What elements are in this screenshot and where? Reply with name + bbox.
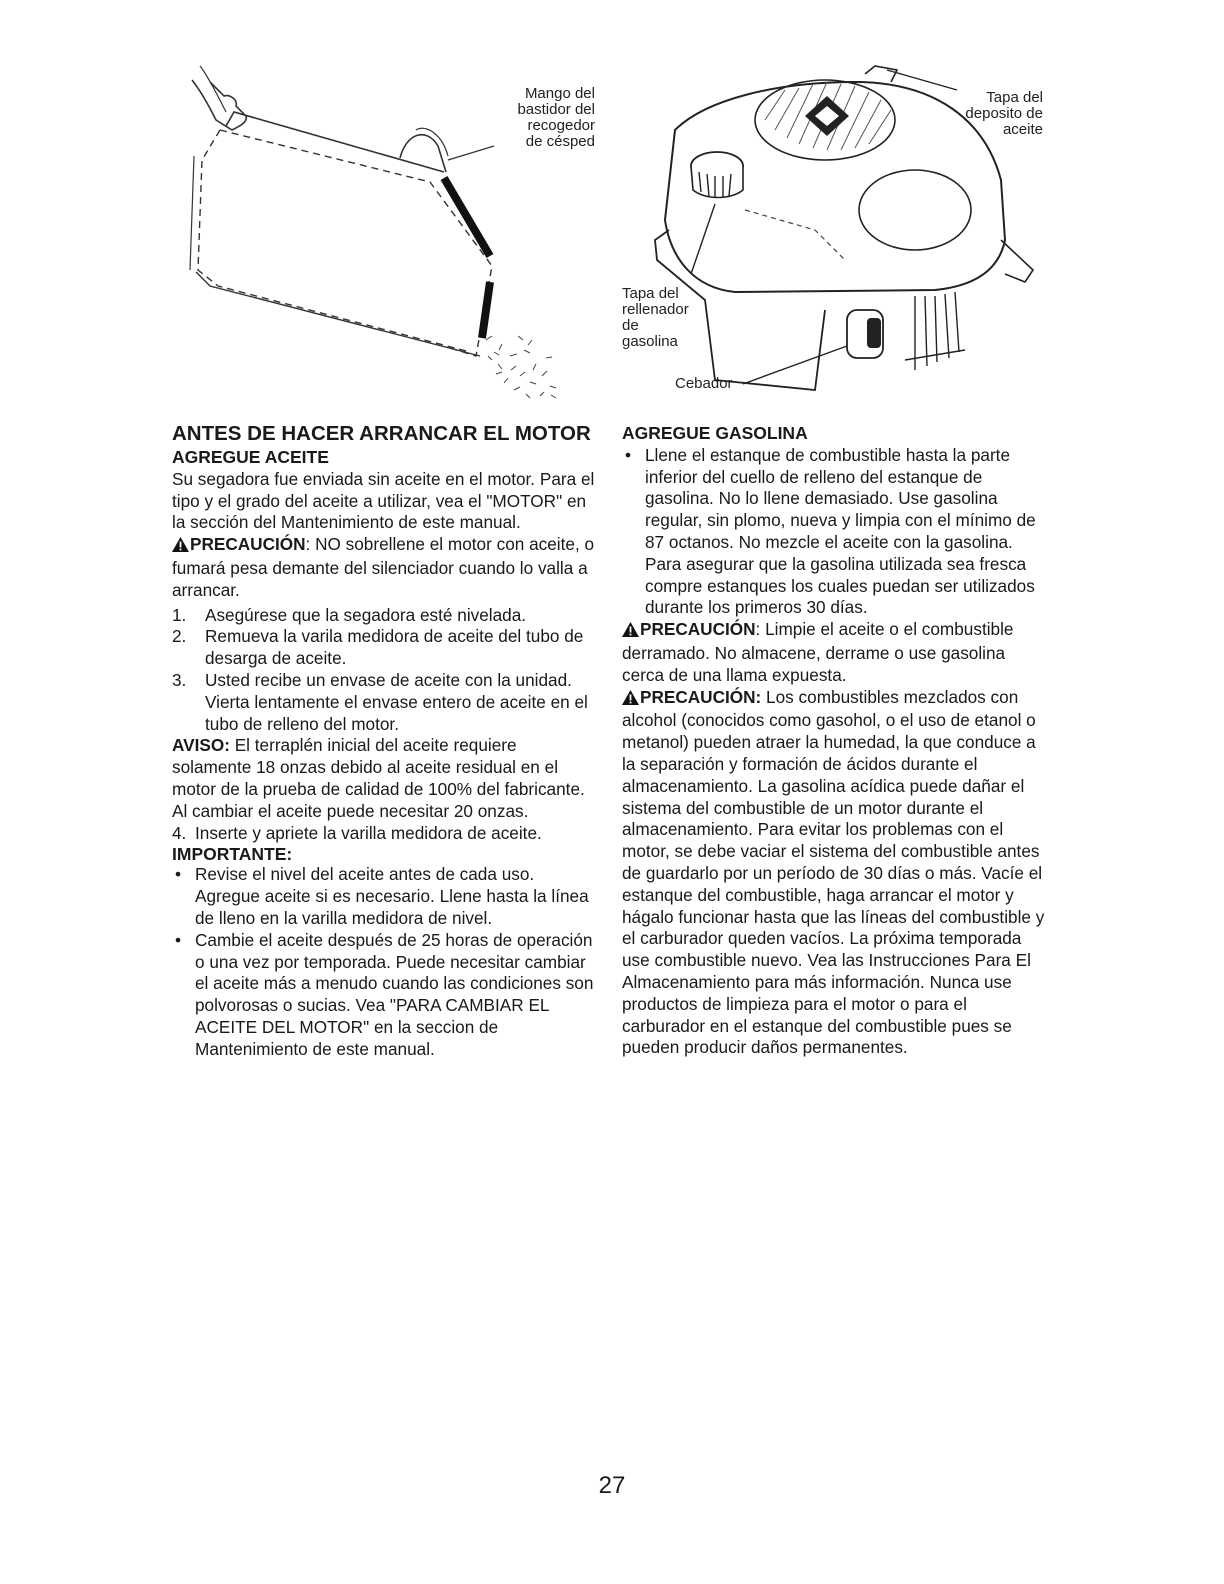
add-gas-heading: AGREGUE GASOLINA [622, 423, 808, 443]
list-item: 2. Remueva la varila medidora de aceite del tubo de desarga de aceite. [172, 626, 584, 669]
caution-label: PRECAUCIÓN: [640, 686, 762, 707]
caution-text: : NO sobrellene el motor con aceite, o fumará pesa demante del silenciador cuando lo valla a arrancar. [172, 534, 595, 600]
oil-intro: Su segadora fue enviada sin aceite en el motor. Para el tipo y el grado del aceite a utilizar, vea el "MOTOR" en la sección del Mantenimiento de este manual. [172, 468, 595, 533]
catcher-handle-callout: Mango del bastidor del recogedor de césped [517, 85, 595, 150]
primer-callout: Cebador [675, 375, 733, 392]
page-number: 27 [598, 1472, 626, 1499]
oil-steps [172, 605, 598, 736]
list-item: • Cambie el aceite después de 25 horas de operación o una vez por temporada. Puede necesitar cambiar el aceite más a menudo cuando las condiciones son polvorosas o sucias. Vea "PARA CAMBIAR EL ACEITE DEL MOTOR" en la seccion de Mantenimiento de este manual. [175, 929, 594, 1059]
notice-text: El terraplén inicial del aceite requiere solamente 18 onzas debido al aceite residual en el motor de la prueba de calidad de 100% del fabricante. Al cambiar el aceite puede necesitar 20 onzas. [172, 735, 585, 821]
gas-caution-1 [622, 619, 1046, 686]
caution-text: Los combustibles mezclados con alcohol (conocidos como gasohol, o el uso de etanol o metanol) pueden atraer la humedad, la que conduce a la separación y formación de ácidos durante el almacenamiento. La gasolina acídica puede dañar el sistema del combustible de un motor durante el almacenamiento. Para evitar los problemas con el motor, se debe vaciar el sistema del combustible antes de guardarlo por un período de 30 días o más. Vacíe el estanque del combustible, haga arrancar el motor y hágalo funcionar hasta que las líneas del combustible y el carburador queden vacíos. La próxima temporada use combustible nuevo. Vea las Instrucciones Para El Almacenamiento para más información. Nunca use productos de limpieza para el motor o para el carburador en el estanque del combustible pues se pueden producir daños permanentes. [622, 686, 1045, 1058]
important-heading: IMPORTANTE: [172, 844, 293, 865]
list-item: • Llene el estanque de combustible hasta la parte inferior del cuello de relleno del estanque de gasolina. No lo llene demasiado. Use gasolina regular, sin plomo, nueva y limpia con el mínimo de 87 octanos. No mezcle el aceite con la gasolina. Para asegurar que la gasolina utilizada sea fresca compre estanques los cuales puedan ser utilizados durante los primeros 30 días. [625, 444, 1036, 618]
warning-icon [622, 621, 639, 643]
notice-label: AVISO: [172, 735, 230, 756]
add-oil-heading: AGREGUE ACEITE [172, 447, 329, 467]
oil-notice [172, 735, 598, 822]
gas-caution-2 [622, 687, 1046, 1060]
fuel-cap-callout: Tapa del rellenador de gasolina [622, 285, 689, 350]
list-item: 1. Asegúrese que la segadora esté nivelada. [172, 604, 527, 625]
caution-label: PRECAUCIÓN [190, 534, 306, 555]
list-item: • Revise el nivel del aceite antes de cada uso. Agregue aceite si es necesario. Llene hasta la línea de lleno en la varilla medidora de nivel. [175, 864, 589, 928]
right-column [622, 423, 1046, 1059]
list-item: 3. Usted recibe un envase de aceite con la unidad. Vierta lentamente el envase entero de aceite en el tubo de relleno del motor. [172, 669, 588, 734]
oil-cap-callout: Tapa del deposito de aceite [965, 89, 1043, 138]
caution-label: PRECAUCIÓN [640, 619, 756, 640]
grass-catcher-illustration [180, 60, 610, 400]
oil-caution [172, 534, 598, 601]
engine-illustration [615, 60, 1055, 400]
caution-text: : Limpie el aceite o el combustible derramado. No almacene, derrame o use gasolina cerca de una llama expuesta. [622, 619, 1014, 685]
list-item: 4. Inserte y apriete la varilla medidora de aceite. [172, 822, 542, 843]
warning-icon [172, 536, 189, 558]
section-title: ANTES DE HACER ARRANCAR EL MOTOR [172, 422, 591, 445]
warning-icon [622, 689, 639, 711]
left-column [172, 423, 598, 1061]
